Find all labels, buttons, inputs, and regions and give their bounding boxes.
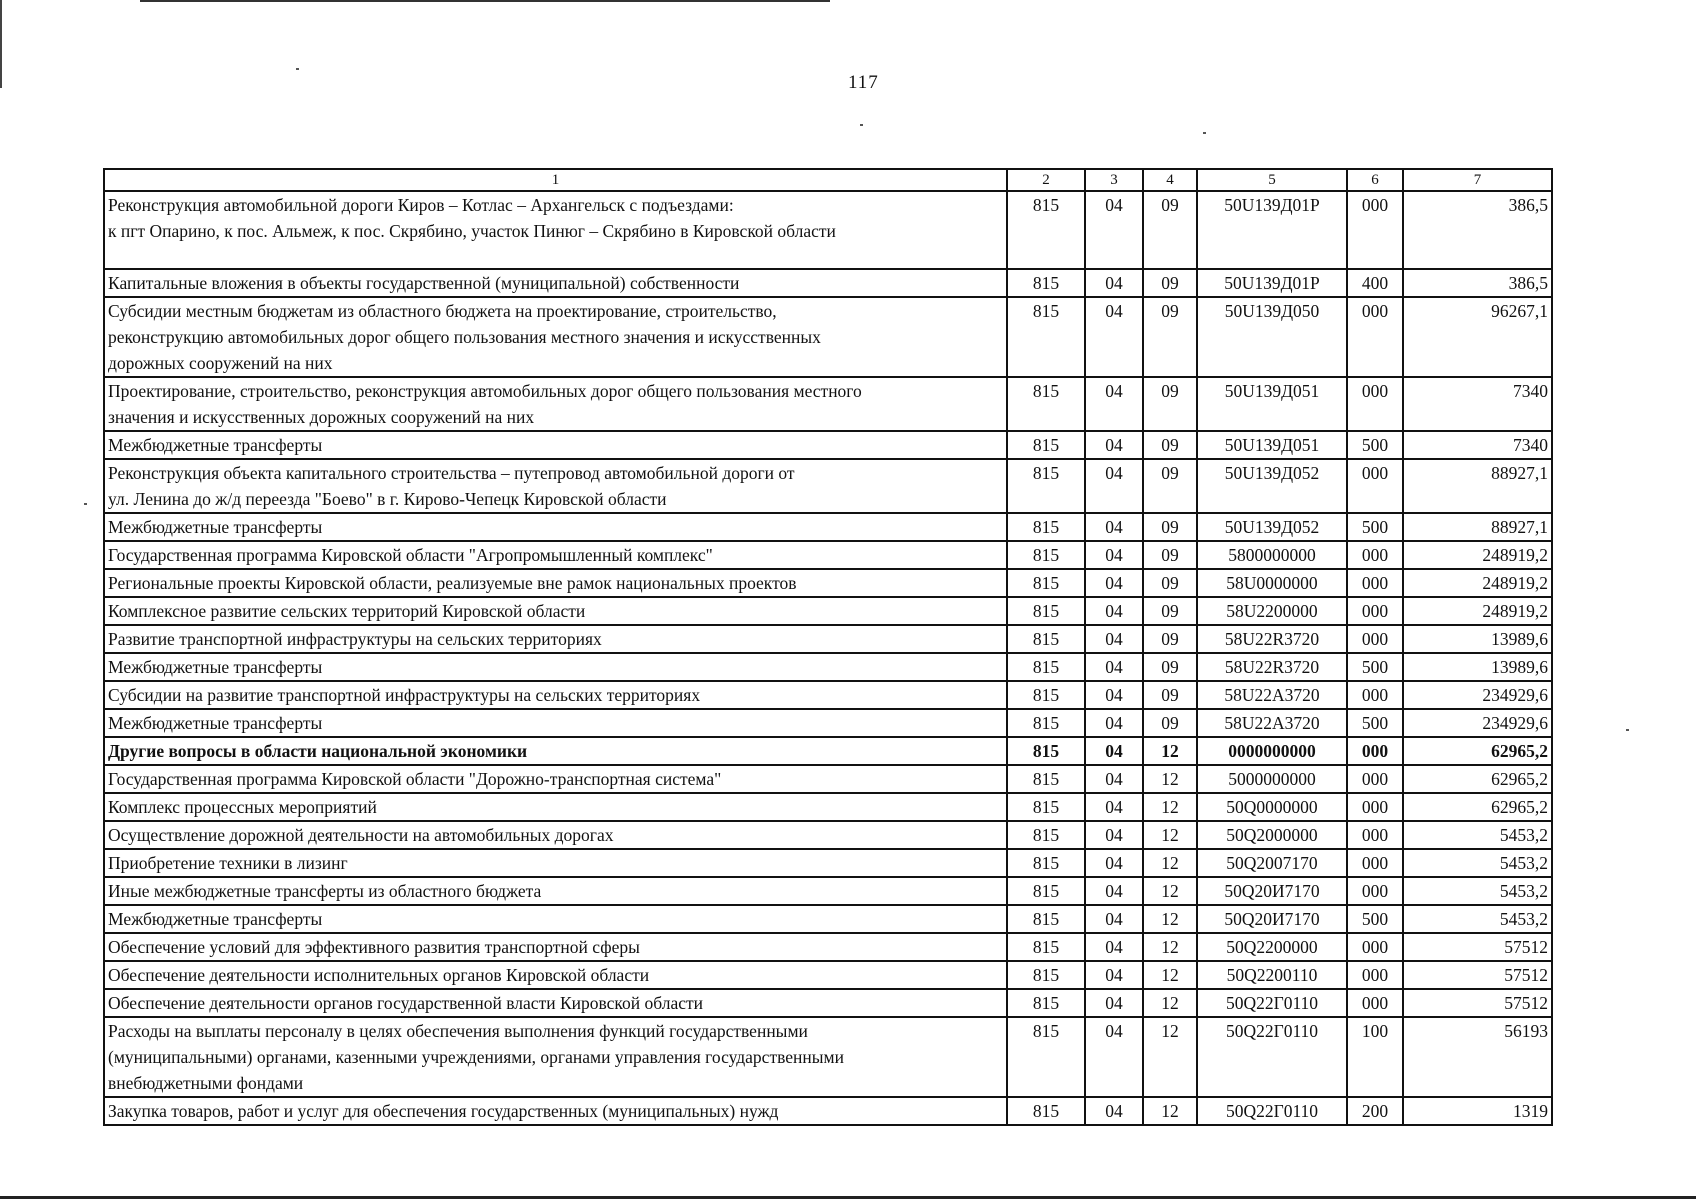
cell-target-article: 5000000000 (1197, 765, 1347, 793)
cell-ved: 815 (1007, 681, 1085, 709)
cell-expense-type: 000 (1347, 933, 1403, 961)
cell-expense-type: 000 (1347, 961, 1403, 989)
cell-target-article: 50U139Д050 (1197, 297, 1347, 377)
cell-name: Обеспечение условий для эффективного развития транспортной сферы (104, 933, 1007, 961)
table-row (104, 681, 1552, 709)
cell-section: 04 (1085, 1097, 1143, 1125)
cell-subsection: 09 (1143, 297, 1197, 377)
header-cell-7: 7 (1403, 169, 1552, 191)
table-row (104, 1017, 1552, 1097)
table-row (104, 597, 1552, 625)
header-cell-5: 5 (1197, 169, 1347, 191)
cell-expense-type: 000 (1347, 877, 1403, 905)
table-row (104, 821, 1552, 849)
cell-subsection: 12 (1143, 877, 1197, 905)
cell-target-article: 50Q2007170 (1197, 849, 1347, 877)
cell-section: 04 (1085, 569, 1143, 597)
cell-name: Межбюджетные трансферты (104, 431, 1007, 459)
table-row (104, 737, 1552, 765)
cell-expense-type: 500 (1347, 513, 1403, 541)
cell-subsection: 12 (1143, 1097, 1197, 1125)
cell-subsection: 12 (1143, 765, 1197, 793)
table-row (104, 431, 1552, 459)
cell-name: Иные межбюджетные трансферты из областного бюджета (104, 877, 1007, 905)
cell-section: 04 (1085, 793, 1143, 821)
cell-expense-type: 200 (1347, 1097, 1403, 1125)
cell-target-article: 58U22A3720 (1197, 681, 1347, 709)
cell-amount: 13989,6 (1403, 625, 1552, 653)
cell-target-article: 50Q0000000 (1197, 793, 1347, 821)
cell-name: Межбюджетные трансферты (104, 653, 1007, 681)
scan-edge-top (140, 0, 830, 2)
cell-ved: 815 (1007, 569, 1085, 597)
cell-ved: 815 (1007, 459, 1085, 513)
cell-subsection: 09 (1143, 625, 1197, 653)
cell-subsection: 09 (1143, 681, 1197, 709)
cell-name: Реконструкция автомобильной дороги Киров – Котлас – Архангельск с подъездами: к пгт Опарино, к пос. Альмеж, к пос. Скрябино, участок Пинюг – Скрябино в Кировской области (104, 191, 1007, 269)
cell-ved: 815 (1007, 1017, 1085, 1097)
table-header-row (104, 169, 1552, 191)
cell-ved: 815 (1007, 849, 1085, 877)
cell-subsection: 12 (1143, 737, 1197, 765)
cell-ved: 815 (1007, 297, 1085, 377)
cell-ved: 815 (1007, 377, 1085, 431)
cell-name: Проектирование, строительство, реконструкция автомобильных дорог общего пользования местного значения и искусственных дорожных сооружений на них (104, 377, 1007, 431)
table-row (104, 765, 1552, 793)
cell-name: Капитальные вложения в объекты государственной (муниципальной) собственности (104, 269, 1007, 297)
cell-subsection: 09 (1143, 191, 1197, 269)
table-row (104, 625, 1552, 653)
cell-section: 04 (1085, 459, 1143, 513)
cell-name: Другие вопросы в области национальной экономики (104, 737, 1007, 765)
cell-amount: 13989,6 (1403, 653, 1552, 681)
cell-amount: 7340 (1403, 377, 1552, 431)
cell-expense-type: 000 (1347, 297, 1403, 377)
cell-amount: 57512 (1403, 933, 1552, 961)
cell-amount: 248919,2 (1403, 569, 1552, 597)
cell-expense-type: 100 (1347, 1017, 1403, 1097)
cell-amount: 96267,1 (1403, 297, 1552, 377)
cell-amount: 234929,6 (1403, 681, 1552, 709)
cell-section: 04 (1085, 431, 1143, 459)
cell-amount: 1319 (1403, 1097, 1552, 1125)
cell-target-article: 50U139Д051 (1197, 431, 1347, 459)
cell-name: Развитие транспортной инфраструктуры на сельских территориях (104, 625, 1007, 653)
cell-name: Субсидии на развитие транспортной инфраструктуры на сельских территориях (104, 681, 1007, 709)
cell-name: Региональные проекты Кировской области, реализуемые вне рамок национальных проектов (104, 569, 1007, 597)
cell-target-article: 50Q22Г0110 (1197, 1017, 1347, 1097)
cell-subsection: 09 (1143, 653, 1197, 681)
cell-section: 04 (1085, 821, 1143, 849)
cell-amount: 386,5 (1403, 191, 1552, 269)
cell-subsection: 09 (1143, 709, 1197, 737)
cell-target-article: 50Q20И7170 (1197, 905, 1347, 933)
cell-name: Реконструкция объекта капитального строительства – путепровод автомобильной дороги от ул. Ленина до ж/д переезда "Боево" в г. Кирово-Чепецк Кировской области (104, 459, 1007, 513)
cell-ved: 815 (1007, 793, 1085, 821)
cell-ved: 815 (1007, 709, 1085, 737)
cell-subsection: 12 (1143, 1017, 1197, 1097)
cell-ved: 815 (1007, 905, 1085, 933)
cell-amount: 62965,2 (1403, 793, 1552, 821)
cell-expense-type: 000 (1347, 737, 1403, 765)
cell-ved: 815 (1007, 269, 1085, 297)
cell-subsection: 09 (1143, 597, 1197, 625)
table-row (104, 653, 1552, 681)
cell-subsection: 09 (1143, 377, 1197, 431)
header-cell-1: 1 (104, 169, 1007, 191)
cell-name: Межбюджетные трансферты (104, 709, 1007, 737)
cell-section: 04 (1085, 709, 1143, 737)
table-row (104, 849, 1552, 877)
cell-name: Государственная программа Кировской области "Дорожно-транспортная система" (104, 765, 1007, 793)
cell-ved: 815 (1007, 431, 1085, 459)
cell-section: 04 (1085, 765, 1143, 793)
cell-target-article: 50U139Д052 (1197, 513, 1347, 541)
cell-section: 04 (1085, 625, 1143, 653)
cell-expense-type: 000 (1347, 569, 1403, 597)
cell-amount: 386,5 (1403, 269, 1552, 297)
cell-section: 04 (1085, 1017, 1143, 1097)
scan-speck (1626, 729, 1629, 731)
cell-name: Осуществление дорожной деятельности на автомобильных дорогах (104, 821, 1007, 849)
cell-ved: 815 (1007, 989, 1085, 1017)
cell-target-article: 50U139Д01Р (1197, 191, 1347, 269)
table-row (104, 961, 1552, 989)
cell-ved: 815 (1007, 597, 1085, 625)
cell-amount: 56193 (1403, 1017, 1552, 1097)
cell-target-article: 50Q20И7170 (1197, 877, 1347, 905)
cell-subsection: 12 (1143, 989, 1197, 1017)
table-body (104, 191, 1552, 1125)
cell-section: 04 (1085, 597, 1143, 625)
cell-target-article: 0000000000 (1197, 737, 1347, 765)
scan-speck (84, 503, 87, 505)
cell-ved: 815 (1007, 961, 1085, 989)
scan-edge-bottom (0, 1196, 1696, 1199)
cell-expense-type: 000 (1347, 765, 1403, 793)
cell-subsection: 09 (1143, 541, 1197, 569)
cell-subsection: 12 (1143, 933, 1197, 961)
cell-section: 04 (1085, 653, 1143, 681)
table-row (104, 1097, 1552, 1125)
cell-section: 04 (1085, 191, 1143, 269)
cell-expense-type: 000 (1347, 989, 1403, 1017)
header-cell-2: 2 (1007, 169, 1085, 191)
cell-expense-type: 000 (1347, 541, 1403, 569)
cell-subsection: 09 (1143, 269, 1197, 297)
cell-ved: 815 (1007, 737, 1085, 765)
cell-subsection: 12 (1143, 821, 1197, 849)
cell-target-article: 50Q22Г0110 (1197, 1097, 1347, 1125)
cell-subsection: 09 (1143, 569, 1197, 597)
cell-section: 04 (1085, 961, 1143, 989)
cell-amount: 88927,1 (1403, 459, 1552, 513)
cell-ved: 815 (1007, 625, 1085, 653)
cell-expense-type: 500 (1347, 905, 1403, 933)
cell-amount: 248919,2 (1403, 541, 1552, 569)
cell-ved: 815 (1007, 191, 1085, 269)
table-row (104, 989, 1552, 1017)
cell-ved: 815 (1007, 1097, 1085, 1125)
cell-ved: 815 (1007, 765, 1085, 793)
cell-target-article: 58U22R3720 (1197, 653, 1347, 681)
scan-edge-left (0, 0, 2, 88)
cell-amount: 57512 (1403, 961, 1552, 989)
cell-target-article: 50U139Д051 (1197, 377, 1347, 431)
cell-amount: 5453,2 (1403, 821, 1552, 849)
cell-ved: 815 (1007, 541, 1085, 569)
cell-subsection: 09 (1143, 459, 1197, 513)
cell-subsection: 09 (1143, 513, 1197, 541)
cell-name: Приобретение техники в лизинг (104, 849, 1007, 877)
cell-target-article: 50U139Д01Р (1197, 269, 1347, 297)
cell-subsection: 12 (1143, 961, 1197, 989)
cell-expense-type: 500 (1347, 653, 1403, 681)
table-row (104, 709, 1552, 737)
cell-section: 04 (1085, 849, 1143, 877)
table-row (104, 377, 1552, 431)
cell-name: Расходы на выплаты персоналу в целях обеспечения выполнения функций государственными (муниципальными) органами, казенными учреждениями, органами управления государственными внебюджетными фондами (104, 1017, 1007, 1097)
cell-amount: 62965,2 (1403, 765, 1552, 793)
cell-expense-type: 400 (1347, 269, 1403, 297)
cell-section: 04 (1085, 737, 1143, 765)
page-number: 117 (848, 72, 879, 93)
cell-expense-type: 000 (1347, 459, 1403, 513)
cell-expense-type: 000 (1347, 821, 1403, 849)
cell-subsection: 12 (1143, 849, 1197, 877)
cell-section: 04 (1085, 377, 1143, 431)
cell-amount: 7340 (1403, 431, 1552, 459)
cell-name: Межбюджетные трансферты (104, 905, 1007, 933)
cell-amount: 88927,1 (1403, 513, 1552, 541)
cell-section: 04 (1085, 905, 1143, 933)
cell-name: Обеспечение деятельности исполнительных органов Кировской области (104, 961, 1007, 989)
table-row (104, 459, 1552, 513)
cell-target-article: 50Q2200110 (1197, 961, 1347, 989)
cell-target-article: 50Q2200000 (1197, 933, 1347, 961)
cell-expense-type: 000 (1347, 681, 1403, 709)
cell-ved: 815 (1007, 653, 1085, 681)
cell-section: 04 (1085, 933, 1143, 961)
cell-section: 04 (1085, 681, 1143, 709)
header-cell-3: 3 (1085, 169, 1143, 191)
cell-target-article: 50Q2000000 (1197, 821, 1347, 849)
cell-amount: 234929,6 (1403, 709, 1552, 737)
cell-expense-type: 000 (1347, 597, 1403, 625)
cell-ved: 815 (1007, 513, 1085, 541)
cell-amount: 5453,2 (1403, 905, 1552, 933)
cell-target-article: 5800000000 (1197, 541, 1347, 569)
cell-name: Закупка товаров, работ и услуг для обеспечения государственных (муниципальных) нужд (104, 1097, 1007, 1125)
cell-ved: 815 (1007, 877, 1085, 905)
cell-expense-type: 000 (1347, 849, 1403, 877)
table-row (104, 297, 1552, 377)
cell-name: Субсидии местным бюджетам из областного бюджета на проектирование, строительство, реконструкцию автомобильных дорог общего пользования местного значения и искусственных дорожных сооружений на них (104, 297, 1007, 377)
cell-section: 04 (1085, 877, 1143, 905)
cell-amount: 248919,2 (1403, 597, 1552, 625)
cell-section: 04 (1085, 297, 1143, 377)
cell-expense-type: 000 (1347, 793, 1403, 821)
cell-target-article: 58U0000000 (1197, 569, 1347, 597)
scan-speck (1203, 132, 1206, 134)
cell-target-article: 50Q22Г0110 (1197, 989, 1347, 1017)
cell-expense-type: 000 (1347, 191, 1403, 269)
cell-name: Комплекс процессных мероприятий (104, 793, 1007, 821)
table-row (104, 877, 1552, 905)
cell-name: Межбюджетные трансферты (104, 513, 1007, 541)
cell-name: Государственная программа Кировской области "Агропромышленный комплекс" (104, 541, 1007, 569)
cell-section: 04 (1085, 513, 1143, 541)
cell-subsection: 09 (1143, 431, 1197, 459)
cell-section: 04 (1085, 541, 1143, 569)
table-row (104, 793, 1552, 821)
cell-section: 04 (1085, 989, 1143, 1017)
cell-target-article: 58U22A3720 (1197, 709, 1347, 737)
cell-amount: 62965,2 (1403, 737, 1552, 765)
cell-expense-type: 000 (1347, 625, 1403, 653)
cell-name: Комплексное развитие сельских территорий Кировской области (104, 597, 1007, 625)
table-row (104, 905, 1552, 933)
table-row (104, 541, 1552, 569)
cell-ved: 815 (1007, 821, 1085, 849)
cell-target-article: 58U22R3720 (1197, 625, 1347, 653)
scan-speck (860, 124, 863, 126)
budget-table (103, 168, 1553, 1126)
header-cell-4: 4 (1143, 169, 1197, 191)
table-row (104, 191, 1552, 269)
table-row (104, 513, 1552, 541)
cell-target-article: 58U2200000 (1197, 597, 1347, 625)
cell-subsection: 12 (1143, 905, 1197, 933)
cell-expense-type: 500 (1347, 431, 1403, 459)
cell-expense-type: 500 (1347, 709, 1403, 737)
cell-amount: 57512 (1403, 989, 1552, 1017)
cell-expense-type: 000 (1347, 377, 1403, 431)
cell-section: 04 (1085, 269, 1143, 297)
cell-target-article: 50U139Д052 (1197, 459, 1347, 513)
header-cell-6: 6 (1347, 169, 1403, 191)
table-row (104, 269, 1552, 297)
cell-amount: 5453,2 (1403, 849, 1552, 877)
cell-ved: 815 (1007, 933, 1085, 961)
cell-amount: 5453,2 (1403, 877, 1552, 905)
cell-name: Обеспечение деятельности органов государственной власти Кировской области (104, 989, 1007, 1017)
table-row (104, 933, 1552, 961)
scan-speck (296, 68, 299, 70)
cell-subsection: 12 (1143, 793, 1197, 821)
table-row (104, 569, 1552, 597)
